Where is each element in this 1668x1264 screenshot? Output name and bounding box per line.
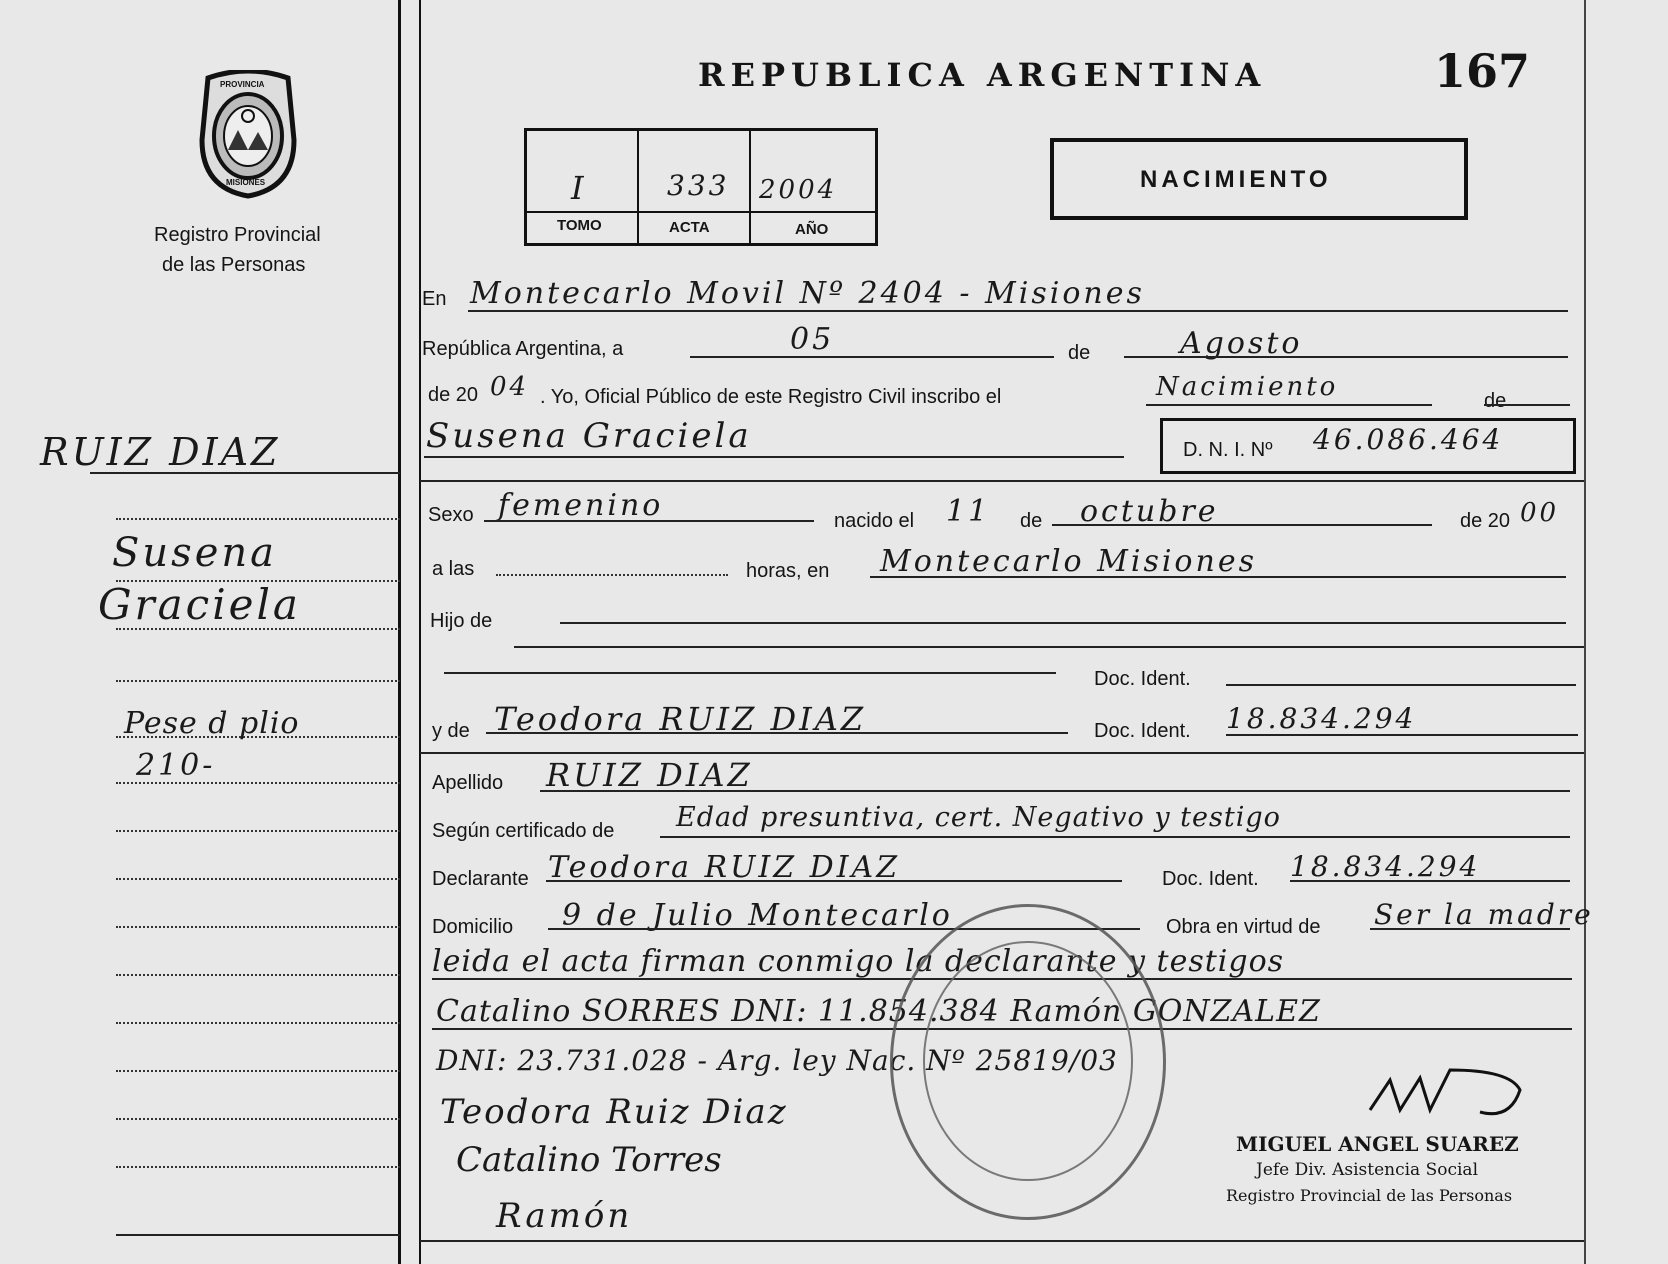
domicilio-label: Domicilio (432, 916, 514, 938)
doc-ident-label-3: Doc. Ident. (1162, 868, 1259, 890)
registry-name-line1: Registro Provincial (154, 224, 321, 246)
apellido-value: RUIZ DIAZ (546, 756, 753, 794)
observations-line-2: Catalino SORRES DNI: 11.854.384 Ramón GONZALEZ (436, 994, 1321, 1029)
yo-label: . Yo, Oficial Público de este Registro Civil inscribo el (540, 386, 1002, 408)
margin-note-1: Pese d plio (124, 706, 300, 741)
certificado-value: Edad presuntiva, cert. Negativo y testigo (676, 802, 1281, 833)
apellido-label: Apellido (432, 772, 504, 794)
dni-value: 46.086.464 (1313, 423, 1504, 456)
ano-value: 2004 (759, 175, 838, 205)
signature-2: Catalino Torres (456, 1140, 722, 1180)
record-type: NACIMIENTO (1140, 166, 1332, 193)
signature-1: Teodora Ruiz Diaz (440, 1092, 788, 1132)
record-type-box (1050, 138, 1468, 220)
doc-ident-label: Doc. Ident. (1094, 668, 1191, 690)
de20-label: de 20 (428, 384, 479, 406)
de20-label-2: de 20 (1460, 510, 1511, 532)
obra-label: Obra en virtud de (1166, 916, 1321, 938)
declarante-label: Declarante (432, 868, 529, 890)
place-value: Montecarlo Movil Nº 2404 - Misiones (470, 276, 1145, 311)
republica-label: República Argentina, a (422, 338, 624, 360)
dni-box (1160, 418, 1576, 474)
day-value: 05 (790, 322, 835, 357)
page-right-edge (1584, 0, 1586, 1264)
margin-name-2: Graciela (98, 580, 301, 629)
father-value: Teodora RUIZ DIAZ (494, 700, 867, 738)
observations-line-1: leida el acta firman conmigo la declarante y testigos (432, 944, 1285, 979)
obra-value: Ser la madre (1374, 898, 1594, 931)
record-number-table (524, 128, 878, 246)
birth-month-value: octubre (1080, 494, 1219, 529)
provincial-seal-emblem: PROVINCIA MISIONES (190, 70, 306, 200)
month-value: Agosto (1180, 326, 1303, 361)
official-org: Registro Provincial de las Personas (1226, 1186, 1513, 1205)
observations-line-3: DNI: 23.731.028 - Arg. ley Nac. Nº 25819/03 (436, 1044, 1118, 1077)
margin-surname: RUIZ DIAZ (40, 430, 281, 474)
horas-label: horas, en (746, 560, 830, 582)
domicilio-value: 9 de Julio Montecarlo (562, 898, 953, 933)
sexo-value: femenino (498, 488, 664, 523)
signature-3: Ramón (496, 1196, 633, 1236)
dni-label: D. N. I. Nº (1183, 439, 1273, 461)
a-las-label: a las (432, 558, 475, 580)
de-label-3: de (1020, 510, 1043, 532)
nacido-label: nacido el (834, 510, 915, 532)
de-label: de (1068, 342, 1091, 364)
doc-ident-label-2: Doc. Ident. (1094, 720, 1191, 742)
declarante-doc-value: 18.834.294 (1290, 850, 1481, 883)
full-name-value: Susena Graciela (426, 416, 752, 456)
official-name: MIGUEL ANGEL SUAREZ (1236, 1132, 1519, 1156)
hijo-label: Hijo de (430, 610, 493, 632)
column-divider (398, 0, 401, 1264)
acta-value: 333 (667, 169, 730, 202)
margin-note-2: 210- (136, 748, 216, 783)
acta-label: ACTA (669, 219, 710, 236)
en-label: En (422, 288, 447, 310)
declarante-value: Teodora RUIZ DIAZ (548, 850, 901, 885)
segun-label: Según certificado de (432, 820, 615, 842)
de-label-2: de (1484, 390, 1507, 412)
column-divider-inner (419, 0, 421, 1264)
official-round-stamp (890, 904, 1166, 1220)
margin-name-1: Susena (112, 530, 277, 576)
registry-name-line2: de las Personas (162, 254, 306, 276)
tomo-label: TOMO (557, 217, 602, 234)
birth-year-suffix: 00 (1520, 498, 1560, 528)
birth-day-value: 11 (946, 494, 991, 529)
birth-place-value: Montecarlo Misiones (880, 544, 1257, 579)
y-de-label: y de (432, 720, 470, 742)
official-signature-mark (1360, 1060, 1540, 1130)
sexo-label: Sexo (428, 504, 474, 526)
act-type-value: Nacimiento (1156, 372, 1339, 402)
official-title: Jefe Div. Asistencia Social (1256, 1160, 1479, 1180)
year-suffix: 04 (490, 372, 530, 402)
page-number: 167 (1434, 44, 1531, 98)
father-doc-value: 18.834.294 (1226, 702, 1417, 735)
ano-label: AÑO (795, 221, 829, 238)
country-title: REPUBLICA ARGENTINA (698, 56, 1267, 94)
tomo-value: I (571, 169, 587, 207)
